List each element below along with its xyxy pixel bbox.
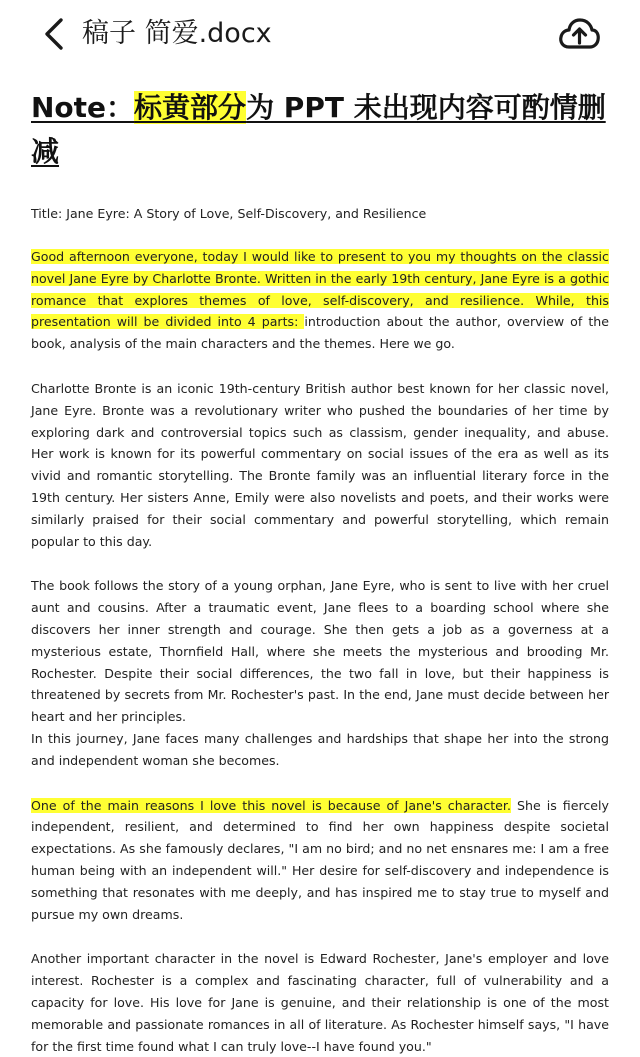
cloud-save-button[interactable]	[556, 14, 602, 58]
note-heading	[31, 86, 609, 174]
jane-highlighted-text: One of the main reasons I love this novel is because of Jane's character.	[31, 797, 511, 813]
note-suffix: 为 PPT 未出现内容可酌情删减	[31, 91, 606, 168]
back-button[interactable]	[30, 14, 78, 58]
paragraph-plot: The book follows the story of a young orphan, Jane Eyre, who is sent to live with her cruel aunt and cousins. After a traumatic event, Jane flees to a boarding school where she discovers her inner strength and courage. She then gets a job as a governess at a mysterious estate, Thornfield Hall, where she meets the mysterious and brooding Mr. Rochester. Despite their social differences, the two fall in love, but their happiness is threatened by secrets from Mr. Rochester's past. In the end, Jane must decide between her heart and her principles.	[31, 578, 609, 725]
jane-text: She is fiercely independent, resilient, and determined to find her own happiness despite societal expectations. As she famously declares, "I am no bird; and no net ensnares me: I am a free human being with an independent will." Her desire for self-discovery and independence is something that resonates with me deeply, and has inspired me to stay true to myself and pursue my own dreams.	[31, 797, 609, 922]
cloud-upload-icon	[558, 17, 600, 55]
note-prefix: Note：	[31, 91, 135, 124]
document-body	[31, 86, 609, 1057]
paragraph-rochester: Another important character in the novel is Edward Rochester, Jane's employer and love interest. Rochester is a complex and fascinating character, full of vulnerability and a capacity for love. His love for Jane is genuine, and their relationship is one of the most memorable and passionate romances in all of literature. As Rochester himself says, "I have for the first time found what I can truly love--I have found you."	[31, 951, 609, 1054]
document-title-line: Title: Jane Eyre: A Story of Love, Self-Discovery, and Resilience	[31, 206, 427, 221]
chevron-left-icon	[43, 17, 65, 55]
paragraph-journey: In this journey, Jane faces many challenges and hardships that shape her into the strong and independent woman she becomes.	[31, 730, 609, 768]
paragraph-author: Charlotte Bronte is an iconic 19th-century British author best known for her classic novel, Jane Eyre. Bronte was a revolutionary writer who pushed the boundaries of her time by exploring dark and controversial topics such as classism, gender inequality, and abuse. Her work is known for its powerful commentary on social issues of the era as well as its vivid and romantic storytelling. The Bronte family was an influential literary force in the 19th century. Her sisters Anne, Emily were also novelists and poets, and their works were similarly praised for their social commentary and powerful storytelling, which remain popular to this day.	[31, 380, 609, 549]
top-bar	[0, 0, 640, 72]
intro-text: introduction about the author, overview of the book, analysis of the main characters and the themes. Here we go.	[31, 314, 609, 352]
paragraph-intro	[31, 246, 609, 355]
document-title: 稿子 简爱.docx	[82, 18, 272, 49]
intro-highlighted-text: Good afternoon everyone, today I would like to present to you my thoughts on the classic novel Jane Eyre by Charlotte Bronte. Written in the early 19th century, Jane Eyre is a gothic romance that explores themes of love, self-discovery, and resilience. While, this presentation will be divided into 4 parts:	[31, 249, 609, 330]
note-highlighted-text: 标黄部分	[134, 91, 247, 124]
paragraph-jane-character	[31, 795, 609, 926]
